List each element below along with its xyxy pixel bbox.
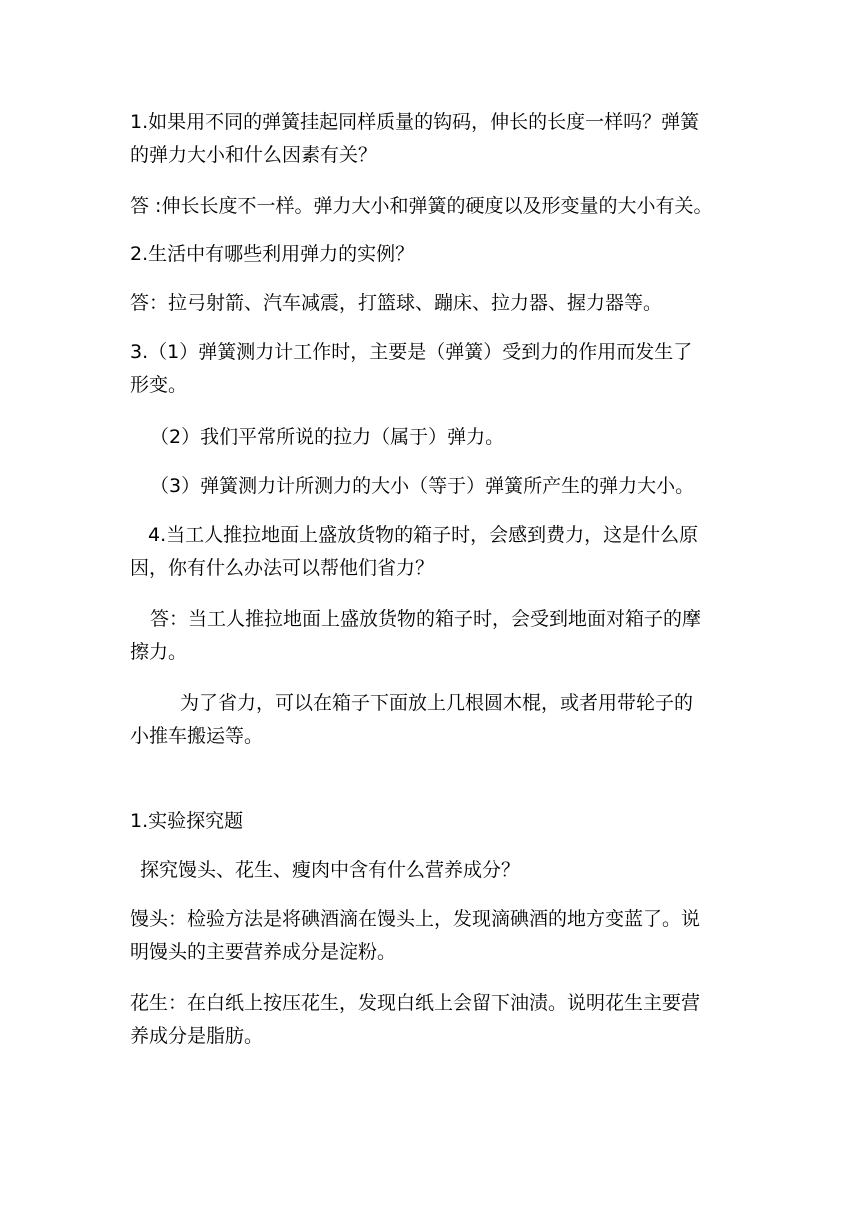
text-line: 的弹力大小和什么因素有关？ <box>130 144 378 166</box>
experiment-answer-mantou <box>130 903 732 969</box>
question-2 <box>130 238 732 271</box>
section-heading <box>130 805 732 838</box>
answer-2 <box>130 287 732 320</box>
question-3-part-2 <box>150 421 732 454</box>
text-line: 馒头：检验方法是将碘酒滴在馒头上，发现滴碘酒的地方变蓝了。说 <box>130 908 701 930</box>
question-1 <box>130 106 732 172</box>
text-line: 为了省力，可以在箱子下面放上几根圆木棍，或者用带轮子的 <box>180 692 694 714</box>
text-line: 养成分是脂肪。 <box>130 1025 264 1047</box>
text-line: 擦力。 <box>130 641 188 663</box>
text-line: 小推车搬运等。 <box>130 725 264 747</box>
text-line: 1.如果用不同的弹簧挂起同样质量的钩码，伸长的长度一样吗？弹簧 <box>130 111 700 133</box>
experiment-question <box>130 854 732 887</box>
text-line: 答：拉弓射箭、汽车减震，打篮球、蹦床、拉力器、握力器等。 <box>130 292 663 314</box>
question-3-part-3 <box>150 470 732 503</box>
answer-1 <box>130 190 732 223</box>
answer-4 <box>130 603 732 669</box>
question-4 <box>130 519 732 585</box>
text-line: 形变。 <box>130 374 188 396</box>
text-line: 2.生活中有哪些利用弹力的实例？ <box>130 243 415 265</box>
text-line: 4.当工人推拉地面上盛放货物的箱子时，会感到费力，这是什么原 <box>148 524 699 546</box>
text-line: 因，你有什么办法可以帮他们省力？ <box>130 557 435 579</box>
text-line: 花生：在白纸上按压花生，发现白纸上会留下油渍。说明花生主要营 <box>130 992 701 1014</box>
experiment-answer-peanut <box>130 987 732 1053</box>
text-line: （2）我们平常所说的拉力（属于）弹力。 <box>150 426 505 448</box>
text-line: 答 :伸长长度不一样。弹力大小和弹簧的硬度以及形变量的大小有关。 <box>130 195 713 217</box>
answer-4-continued <box>130 687 732 753</box>
text-line: 答：当工人推拉地面上盛放货物的箱子时，会受到地面对箱子的摩 <box>150 608 702 630</box>
text-line: 3.（1）弹簧测力计工作时，主要是（弹簧）受到力的作用而发生了 <box>130 341 693 363</box>
text-line: （3）弹簧测力计所测力的大小（等于）弹簧所产生的弹力大小。 <box>150 475 695 497</box>
question-3 <box>130 336 732 402</box>
text-line: 1.实验探究题 <box>130 810 244 832</box>
text-line: 明馒头的主要营养成分是淀粉。 <box>130 941 397 963</box>
text-line: 探究馒头、花生、瘦肉中含有什么营养成分？ <box>140 859 521 881</box>
